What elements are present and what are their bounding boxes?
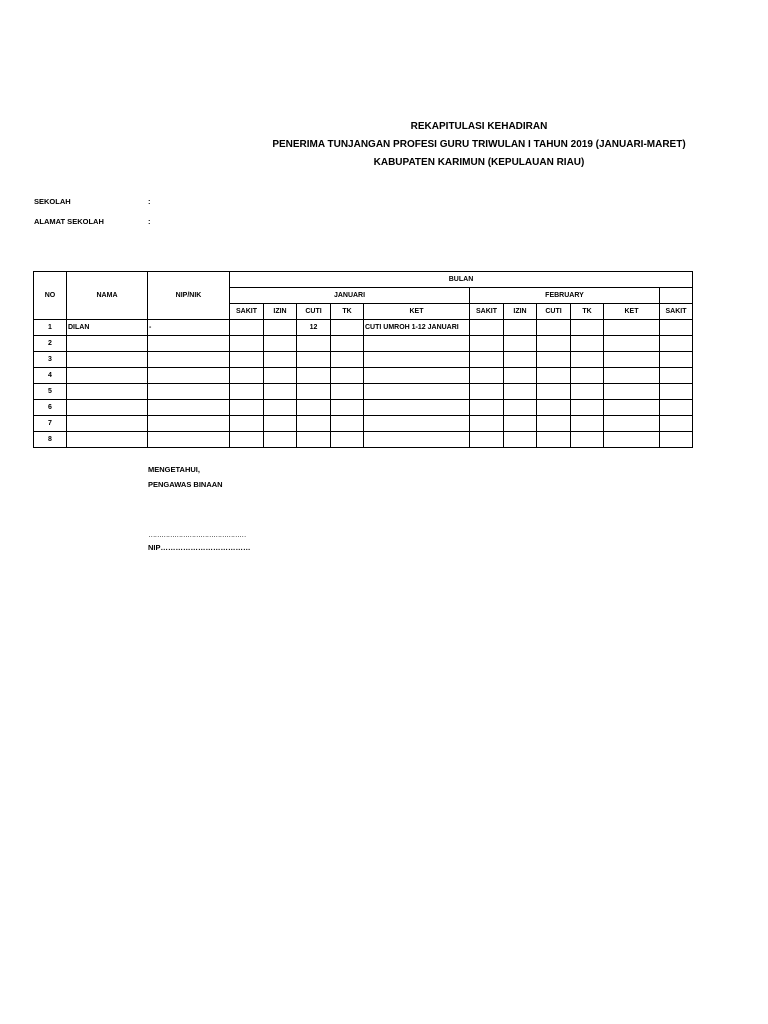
sub-tk-feb: TK xyxy=(571,304,604,320)
cell-nip: - xyxy=(148,320,230,336)
header-month-blank xyxy=(660,288,693,304)
sub-sakit-feb: SAKIT xyxy=(470,304,504,320)
cell-tk xyxy=(331,320,364,336)
cell-izin xyxy=(264,320,297,336)
cell-sakit xyxy=(230,320,264,336)
table-row xyxy=(34,416,693,432)
sub-sakit-mar: SAKIT xyxy=(660,304,693,320)
header-bulan: BULAN xyxy=(230,272,693,288)
header-nama: NAMA xyxy=(67,272,148,320)
signature-line: ……………………………………… xyxy=(148,530,246,539)
school-colon: : xyxy=(148,197,151,206)
sub-sakit-jan: SAKIT xyxy=(230,304,264,320)
header-month-january: JANUARI xyxy=(230,288,470,304)
sub-izin-feb: IZIN xyxy=(504,304,537,320)
cell-cuti-feb xyxy=(537,320,571,336)
sub-cuti-jan: CUTI xyxy=(297,304,331,320)
sub-ket-jan: KET xyxy=(364,304,470,320)
cell-izin-feb xyxy=(504,320,537,336)
address-label: ALAMAT SEKOLAH xyxy=(34,217,104,226)
school-label: SEKOLAH xyxy=(34,197,71,206)
table-row xyxy=(34,320,693,336)
sub-izin-jan: IZIN xyxy=(264,304,297,320)
cell-no: 7 xyxy=(34,416,67,432)
cell-no: 6 xyxy=(34,400,67,416)
cell-sakit-mar xyxy=(660,320,693,336)
report-subtitle: PENERIMA TUNJANGAN PROFESI GURU TRIWULAN I TAHUN 2019 (JANUARI-MARET) xyxy=(272,139,686,150)
attendance-table xyxy=(33,271,693,448)
table-row xyxy=(34,368,693,384)
sub-cuti-feb: CUTI xyxy=(537,304,571,320)
table-row xyxy=(34,384,693,400)
table-row xyxy=(34,336,693,352)
mengetahui-label: MENGETAHUI, xyxy=(148,465,200,474)
cell-no: 2 xyxy=(34,336,67,352)
cell-tk-feb xyxy=(571,320,604,336)
cell-sakit-feb xyxy=(470,320,504,336)
address-colon: : xyxy=(148,217,151,226)
sub-tk-jan: TK xyxy=(331,304,364,320)
header-month-february: FEBRUARY xyxy=(470,288,660,304)
cell-ket: CUTI UMROH 1-12 JANUARI xyxy=(364,320,470,336)
sub-ket-feb: KET xyxy=(604,304,660,320)
cell-no: 1 xyxy=(34,320,67,336)
table-row xyxy=(34,352,693,368)
cell-ket-feb xyxy=(604,320,660,336)
nip-line: NIP……………………………… xyxy=(148,543,251,552)
cell-no: 8 xyxy=(34,432,67,448)
cell-no: 4 xyxy=(34,368,67,384)
cell-nama: DILAN xyxy=(67,320,148,336)
cell-no: 3 xyxy=(34,352,67,368)
header-nip: NIP/NIK xyxy=(148,272,230,320)
cell-cuti: 12 xyxy=(297,320,331,336)
table-row xyxy=(34,400,693,416)
report-region: KABUPATEN KARIMUN (KEPULAUAN RIAU) xyxy=(373,157,585,168)
report-title: REKAPITULASI KEHADIRAN xyxy=(410,121,548,132)
cell-no: 5 xyxy=(34,384,67,400)
header-no: NO xyxy=(34,272,67,320)
pengawas-label: PENGAWAS BINAAN xyxy=(148,480,223,489)
table-row xyxy=(34,432,693,448)
